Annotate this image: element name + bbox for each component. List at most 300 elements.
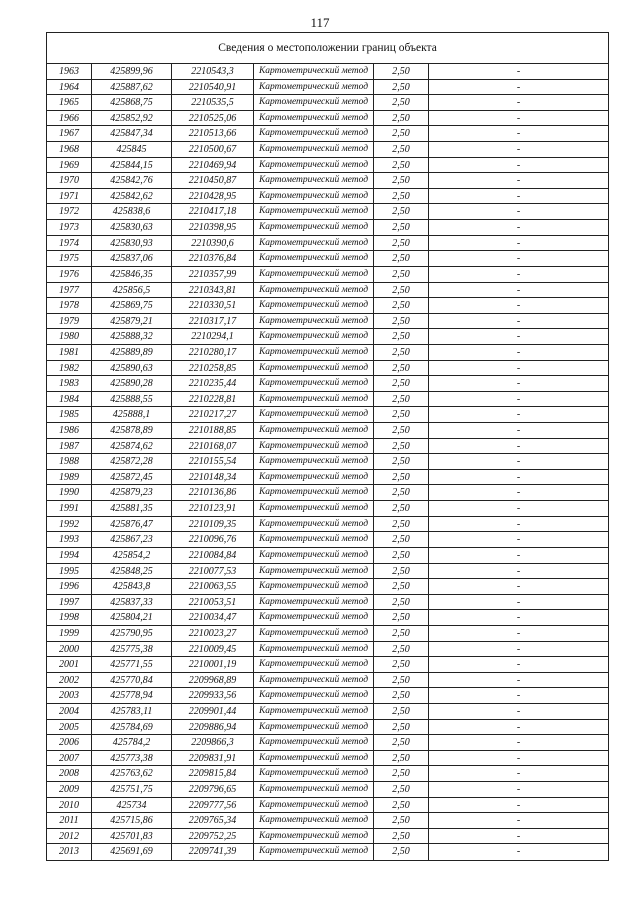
cell-method: Картометрический метод [254, 813, 374, 828]
cell-description: - [516, 393, 521, 405]
cell-y-coordinate: 2210053,51 [172, 595, 254, 610]
cell-description: - [516, 721, 521, 733]
cell-point-number: 1991 [47, 501, 92, 516]
cell-point-number: 1968 [47, 142, 92, 157]
cell-method: Картометрический метод [254, 470, 374, 485]
cell-x-coordinate: 425888,1 [92, 407, 172, 422]
table-row [47, 454, 608, 470]
cell-accuracy: 2,50 [374, 126, 429, 141]
cell-point-number: 1974 [47, 236, 92, 251]
cell-description: - [516, 846, 521, 858]
cell-point-number: 1963 [47, 64, 92, 79]
table-row [47, 485, 608, 501]
cell-method: Картометрический метод [254, 782, 374, 797]
cell-method: Картометрический метод [254, 283, 374, 298]
cell-accuracy: 2,50 [374, 439, 429, 454]
table-row [47, 298, 608, 314]
cell-accuracy: 2,50 [374, 813, 429, 828]
table-row [47, 798, 608, 814]
cell-accuracy: 2,50 [374, 844, 429, 860]
cell-description: - [516, 190, 521, 202]
cell-point-number: 1987 [47, 439, 92, 454]
cell-point-number: 2011 [47, 813, 92, 828]
cell-y-coordinate: 2210294,1 [172, 329, 254, 344]
cell-point-number: 1971 [47, 189, 92, 204]
cell-accuracy: 2,50 [374, 314, 429, 329]
cell-accuracy: 2,50 [374, 111, 429, 126]
cell-x-coordinate: 425848,25 [92, 564, 172, 579]
cell-method: Картометрический метод [254, 158, 374, 173]
cell-accuracy: 2,50 [374, 283, 429, 298]
cell-method: Картометрический метод [254, 173, 374, 188]
cell-x-coordinate: 425868,75 [92, 95, 172, 110]
cell-point-number: 1981 [47, 345, 92, 360]
cell-x-coordinate: 425844,15 [92, 158, 172, 173]
cell-point-number: 2002 [47, 673, 92, 688]
cell-point-number: 1969 [47, 158, 92, 173]
cell-accuracy: 2,50 [374, 298, 429, 313]
cell-y-coordinate: 2209866,3 [172, 735, 254, 750]
cell-method: Картометрический метод [254, 298, 374, 313]
cell-point-number: 2004 [47, 704, 92, 719]
cell-description: - [516, 409, 521, 421]
cell-point-number: 1973 [47, 220, 92, 235]
cell-description: - [516, 159, 521, 171]
cell-method: Картометрический метод [254, 595, 374, 610]
table-row [47, 704, 608, 720]
cell-point-number: 1989 [47, 470, 92, 485]
cell-accuracy: 2,50 [374, 626, 429, 641]
cell-point-number: 2006 [47, 735, 92, 750]
cell-description: - [516, 222, 521, 234]
table-row [47, 95, 608, 111]
table-row [47, 579, 608, 595]
cell-accuracy: 2,50 [374, 751, 429, 766]
cell-x-coordinate: 425876,47 [92, 517, 172, 532]
cell-point-number: 1979 [47, 314, 92, 329]
cell-y-coordinate: 2210280,17 [172, 345, 254, 360]
cell-method: Картометрический метод [254, 532, 374, 547]
cell-x-coordinate: 425888,55 [92, 392, 172, 407]
cell-description: - [516, 268, 521, 280]
cell-accuracy: 2,50 [374, 735, 429, 750]
cell-method: Картометрический метод [254, 111, 374, 126]
cell-y-coordinate: 2210500,67 [172, 142, 254, 157]
cell-method: Картометрический метод [254, 407, 374, 422]
cell-y-coordinate: 2210084,84 [172, 548, 254, 563]
table-row [47, 813, 608, 829]
cell-y-coordinate: 2210009,45 [172, 642, 254, 657]
cell-method: Картометрический метод [254, 423, 374, 438]
cell-description: - [516, 487, 521, 499]
cell-point-number: 1986 [47, 423, 92, 438]
cell-description: - [516, 643, 521, 655]
cell-accuracy: 2,50 [374, 267, 429, 282]
cell-y-coordinate: 2210357,99 [172, 267, 254, 282]
cell-description: - [516, 674, 521, 686]
cell-x-coordinate: 425751,75 [92, 782, 172, 797]
cell-accuracy: 2,50 [374, 189, 429, 204]
cell-accuracy: 2,50 [374, 392, 429, 407]
table-row [47, 236, 608, 252]
cell-method: Картометрический метод [254, 548, 374, 563]
cell-x-coordinate: 425715,86 [92, 813, 172, 828]
table-row [47, 392, 608, 408]
table-row [47, 642, 608, 658]
cell-point-number: 2005 [47, 720, 92, 735]
cell-point-number: 1993 [47, 532, 92, 547]
cell-y-coordinate: 2210417,18 [172, 204, 254, 219]
table-row [47, 673, 608, 689]
cell-y-coordinate: 2210535,5 [172, 95, 254, 110]
cell-method: Картометрический метод [254, 844, 374, 860]
cell-description: - [516, 362, 521, 374]
table-row [47, 283, 608, 299]
cell-point-number: 2013 [47, 844, 92, 860]
cell-accuracy: 2,50 [374, 829, 429, 844]
cell-method: Картометрический метод [254, 751, 374, 766]
cell-y-coordinate: 2210235,44 [172, 376, 254, 391]
cell-description: - [516, 737, 521, 749]
cell-description: - [516, 175, 521, 187]
table-row [47, 829, 608, 845]
table-row [47, 564, 608, 580]
cell-method: Картометрический метод [254, 345, 374, 360]
cell-method: Картометрический метод [254, 361, 374, 376]
table-row [47, 251, 608, 267]
cell-description: - [516, 784, 521, 796]
table-row [47, 626, 608, 642]
cell-x-coordinate: 425879,21 [92, 314, 172, 329]
cell-method: Картометрический метод [254, 642, 374, 657]
cell-description: - [516, 518, 521, 530]
cell-y-coordinate: 2209765,34 [172, 813, 254, 828]
cell-accuracy: 2,50 [374, 564, 429, 579]
cell-y-coordinate: 2210540,91 [172, 80, 254, 95]
cell-accuracy: 2,50 [374, 688, 429, 703]
cell-point-number: 1982 [47, 361, 92, 376]
cell-point-number: 1998 [47, 610, 92, 625]
cell-point-number: 1984 [47, 392, 92, 407]
cell-accuracy: 2,50 [374, 251, 429, 266]
cell-y-coordinate: 2209831,91 [172, 751, 254, 766]
cell-x-coordinate: 425783,11 [92, 704, 172, 719]
cell-method: Картометрический метод [254, 251, 374, 266]
cell-x-coordinate: 425837,33 [92, 595, 172, 610]
cell-method: Картометрический метод [254, 204, 374, 219]
cell-point-number: 1990 [47, 485, 92, 500]
cell-method: Картометрический метод [254, 720, 374, 735]
cell-x-coordinate: 425854,2 [92, 548, 172, 563]
cell-point-number: 2012 [47, 829, 92, 844]
cell-accuracy: 2,50 [374, 454, 429, 469]
cell-y-coordinate: 2209886,94 [172, 720, 254, 735]
cell-accuracy: 2,50 [374, 470, 429, 485]
cell-description: - [516, 534, 521, 546]
cell-point-number: 1965 [47, 95, 92, 110]
cell-x-coordinate: 425847,34 [92, 126, 172, 141]
cell-x-coordinate: 425846,35 [92, 267, 172, 282]
cell-description: - [516, 596, 521, 608]
cell-accuracy: 2,50 [374, 657, 429, 672]
cell-method: Картометрический метод [254, 579, 374, 594]
cell-description: - [516, 581, 521, 593]
cell-method: Картометрический метод [254, 673, 374, 688]
table-row [47, 517, 608, 533]
cell-x-coordinate: 425852,92 [92, 111, 172, 126]
cell-description: - [516, 627, 521, 639]
cell-x-coordinate: 425778,94 [92, 688, 172, 703]
cell-accuracy: 2,50 [374, 142, 429, 157]
cell-x-coordinate: 425881,35 [92, 501, 172, 516]
cell-y-coordinate: 2210525,06 [172, 111, 254, 126]
cell-y-coordinate: 2210376,84 [172, 251, 254, 266]
cell-y-coordinate: 2210023,27 [172, 626, 254, 641]
cell-description: - [516, 331, 521, 343]
cell-point-number: 1997 [47, 595, 92, 610]
cell-y-coordinate: 2209796,65 [172, 782, 254, 797]
cell-description: - [516, 253, 521, 265]
cell-method: Картометрический метод [254, 766, 374, 781]
cell-method: Картометрический метод [254, 126, 374, 141]
cell-x-coordinate: 425784,2 [92, 735, 172, 750]
cell-point-number: 2009 [47, 782, 92, 797]
table-row [47, 501, 608, 517]
cell-point-number: 1980 [47, 329, 92, 344]
cell-accuracy: 2,50 [374, 361, 429, 376]
cell-description: - [516, 284, 521, 296]
cell-x-coordinate: 425889,89 [92, 345, 172, 360]
cell-x-coordinate: 425845 [92, 142, 172, 157]
cell-method: Картометрический метод [254, 485, 374, 500]
cell-accuracy: 2,50 [374, 220, 429, 235]
cell-y-coordinate: 2210109,35 [172, 517, 254, 532]
cell-y-coordinate: 2209901,44 [172, 704, 254, 719]
cell-description: - [516, 237, 521, 249]
table-row [47, 345, 608, 361]
cell-accuracy: 2,50 [374, 782, 429, 797]
cell-accuracy: 2,50 [374, 766, 429, 781]
cell-description: - [516, 705, 521, 717]
cell-description: - [516, 799, 521, 811]
cell-accuracy: 2,50 [374, 329, 429, 344]
cell-point-number: 1995 [47, 564, 92, 579]
cell-x-coordinate: 425872,45 [92, 470, 172, 485]
cell-point-number: 1975 [47, 251, 92, 266]
cell-accuracy: 2,50 [374, 720, 429, 735]
cell-description: - [516, 112, 521, 124]
cell-point-number: 1964 [47, 80, 92, 95]
cell-method: Картометрический метод [254, 64, 374, 79]
cell-x-coordinate: 425701,83 [92, 829, 172, 844]
cell-accuracy: 2,50 [374, 407, 429, 422]
cell-method: Картометрический метод [254, 267, 374, 282]
cell-description: - [516, 549, 521, 561]
cell-point-number: 2001 [47, 657, 92, 672]
cell-x-coordinate: 425773,38 [92, 751, 172, 766]
cell-accuracy: 2,50 [374, 158, 429, 173]
cell-description: - [516, 565, 521, 577]
cell-y-coordinate: 2209741,39 [172, 844, 254, 860]
cell-x-coordinate: 425887,62 [92, 80, 172, 95]
cell-y-coordinate: 2210469,94 [172, 158, 254, 173]
table-row [47, 80, 608, 96]
table-row [47, 657, 608, 673]
cell-x-coordinate: 425890,63 [92, 361, 172, 376]
cell-point-number: 1977 [47, 283, 92, 298]
cell-y-coordinate: 2209815,84 [172, 766, 254, 781]
table-row [47, 220, 608, 236]
cell-method: Картометрический метод [254, 610, 374, 625]
cell-method: Картометрический метод [254, 626, 374, 641]
cell-point-number: 1978 [47, 298, 92, 313]
cell-accuracy: 2,50 [374, 236, 429, 251]
cell-description: - [516, 315, 521, 327]
cell-description: - [516, 346, 521, 358]
cell-method: Картометрический метод [254, 688, 374, 703]
cell-method: Картометрический метод [254, 236, 374, 251]
cell-accuracy: 2,50 [374, 579, 429, 594]
cell-x-coordinate: 425842,76 [92, 173, 172, 188]
cell-point-number: 1972 [47, 204, 92, 219]
cell-y-coordinate: 2210188,85 [172, 423, 254, 438]
table-row [47, 532, 608, 548]
cell-y-coordinate: 2210077,53 [172, 564, 254, 579]
cell-method: Картометрический метод [254, 735, 374, 750]
cell-accuracy: 2,50 [374, 595, 429, 610]
table-row [47, 470, 608, 486]
cell-description: - [516, 206, 521, 218]
table-row [47, 688, 608, 704]
cell-x-coordinate: 425804,21 [92, 610, 172, 625]
cell-y-coordinate: 2209933,56 [172, 688, 254, 703]
cell-description: - [516, 503, 521, 515]
cell-point-number: 2003 [47, 688, 92, 703]
table-row [47, 782, 608, 798]
cell-y-coordinate: 2210513,66 [172, 126, 254, 141]
cell-y-coordinate: 2210096,76 [172, 532, 254, 547]
cell-y-coordinate: 2210428,95 [172, 189, 254, 204]
cell-y-coordinate: 2210136,86 [172, 485, 254, 500]
cell-x-coordinate: 425872,28 [92, 454, 172, 469]
cell-method: Картометрический метод [254, 704, 374, 719]
cell-y-coordinate: 2210063,55 [172, 579, 254, 594]
cell-x-coordinate: 425838,6 [92, 204, 172, 219]
cell-y-coordinate: 2210343,81 [172, 283, 254, 298]
cell-y-coordinate: 2209777,56 [172, 798, 254, 813]
table-row [47, 267, 608, 283]
cell-method: Картометрический метод [254, 439, 374, 454]
cell-method: Картометрический метод [254, 80, 374, 95]
cell-method: Картометрический метод [254, 501, 374, 516]
cell-x-coordinate: 425874,62 [92, 439, 172, 454]
cell-x-coordinate: 425890,28 [92, 376, 172, 391]
cell-x-coordinate: 425869,75 [92, 298, 172, 313]
table-row [47, 111, 608, 127]
cell-description: - [516, 66, 521, 77]
table-row [47, 314, 608, 330]
table-row [47, 329, 608, 345]
cell-description: - [516, 471, 521, 483]
table-row [47, 407, 608, 423]
cell-y-coordinate: 2210228,81 [172, 392, 254, 407]
cell-point-number: 1983 [47, 376, 92, 391]
cell-accuracy: 2,50 [374, 642, 429, 657]
table-row [47, 439, 608, 455]
cell-x-coordinate: 425878,89 [92, 423, 172, 438]
cell-description: - [516, 128, 521, 140]
cell-x-coordinate: 425830,63 [92, 220, 172, 235]
cell-method: Картометрический метод [254, 454, 374, 469]
cell-accuracy: 2,50 [374, 610, 429, 625]
cell-method: Картометрический метод [254, 189, 374, 204]
table-row [47, 720, 608, 736]
cell-x-coordinate: 425842,62 [92, 189, 172, 204]
cell-y-coordinate: 2210317,17 [172, 314, 254, 329]
cell-point-number: 1988 [47, 454, 92, 469]
table-row [47, 766, 608, 782]
cell-accuracy: 2,50 [374, 532, 429, 547]
cell-point-number: 2000 [47, 642, 92, 657]
cell-accuracy: 2,50 [374, 485, 429, 500]
cell-accuracy: 2,50 [374, 95, 429, 110]
cell-y-coordinate: 2210155,54 [172, 454, 254, 469]
cell-description: - [516, 425, 521, 437]
cell-point-number: 1970 [47, 173, 92, 188]
boundary-table [46, 32, 609, 861]
cell-description: - [516, 690, 521, 702]
table-row [47, 361, 608, 377]
page-number: 117 [310, 15, 330, 30]
table-row [47, 751, 608, 767]
cell-x-coordinate: 425770,84 [92, 673, 172, 688]
cell-description: - [516, 752, 521, 764]
cell-y-coordinate: 2210398,95 [172, 220, 254, 235]
table-body [47, 64, 608, 860]
cell-x-coordinate: 425830,93 [92, 236, 172, 251]
table-row [47, 64, 608, 80]
cell-description: - [516, 97, 521, 109]
cell-description: - [516, 456, 521, 468]
cell-y-coordinate: 2210148,34 [172, 470, 254, 485]
table-row [47, 423, 608, 439]
cell-accuracy: 2,50 [374, 501, 429, 516]
cell-x-coordinate: 425734 [92, 798, 172, 813]
table-row [47, 126, 608, 142]
cell-x-coordinate: 425899,96 [92, 64, 172, 79]
cell-method: Картометрический метод [254, 798, 374, 813]
cell-y-coordinate: 2210168,07 [172, 439, 254, 454]
cell-description: - [516, 144, 521, 156]
cell-description: - [516, 378, 521, 390]
cell-description: - [516, 768, 521, 780]
cell-y-coordinate: 2210034,47 [172, 610, 254, 625]
cell-point-number: 1996 [47, 579, 92, 594]
cell-y-coordinate: 2209752,25 [172, 829, 254, 844]
cell-y-coordinate: 2210258,85 [172, 361, 254, 376]
table-row [47, 173, 608, 189]
table-row [47, 610, 608, 626]
cell-x-coordinate: 425775,38 [92, 642, 172, 657]
table-row [47, 158, 608, 174]
cell-method: Картометрический метод [254, 142, 374, 157]
cell-x-coordinate: 425843,8 [92, 579, 172, 594]
table-row [47, 595, 608, 611]
cell-method: Картометрический метод [254, 564, 374, 579]
cell-y-coordinate: 2210001,19 [172, 657, 254, 672]
cell-method: Картометрический метод [254, 657, 374, 672]
cell-x-coordinate: 425867,23 [92, 532, 172, 547]
